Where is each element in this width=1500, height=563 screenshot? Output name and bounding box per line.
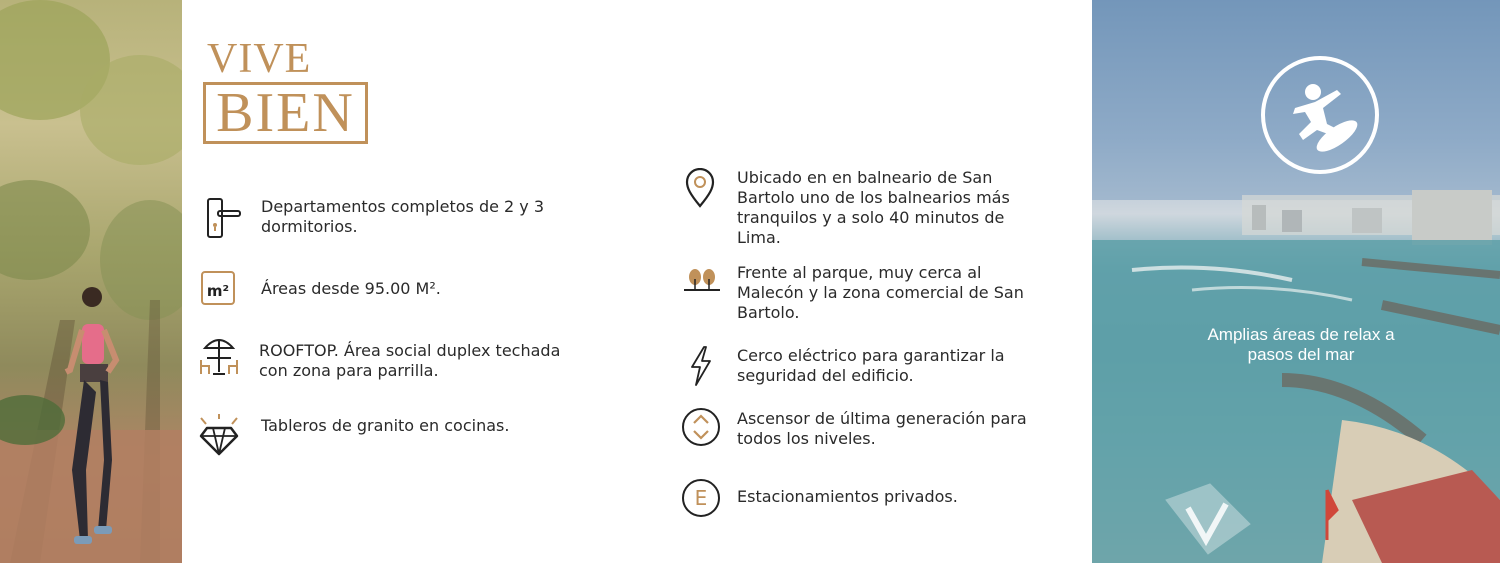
- feature-text: Estacionamientos privados.: [737, 487, 958, 506]
- feature-item-park: [680, 263, 1050, 323]
- park-illustration: [0, 0, 182, 563]
- door-handle-icon: [204, 196, 242, 240]
- logo-line2: BIEN: [216, 82, 355, 144]
- feature-text: Áreas desde 95.00 M².: [261, 279, 441, 298]
- map-pin-icon: [684, 168, 716, 208]
- photo-caption: Amplias áreas de relax a pasos del mar: [1207, 325, 1395, 364]
- feature-text: ROOFTOP. Área social duplex techada con zona para parrilla.: [259, 341, 561, 380]
- surfer-figure: [1265, 60, 1375, 170]
- lightning-icon: [686, 345, 716, 387]
- m2-label: m²: [206, 282, 230, 300]
- feature-text: Frente al parque, muy cerca al Malecón y la zona comercial de San Bartolo.: [737, 263, 1024, 322]
- logo-box: [203, 82, 368, 144]
- vertice-brand-logo: [1160, 478, 1255, 558]
- feature-text: Tableros de granito en cocinas.: [261, 416, 510, 435]
- feature-text: Departamentos completos de 2 y 3 dormitorios.: [261, 197, 545, 236]
- feature-text: Cerco eléctrico para garantizar la seguridad del edificio.: [737, 346, 1005, 385]
- feature-text: Ubicado en en balneario de San Bartolo uno de los balnearios más tranquilos y a solo 40 minutos de Lima.: [737, 168, 1010, 247]
- umbrella-table-icon: [197, 332, 241, 378]
- jogger-park-photo: [0, 0, 182, 563]
- feature-item-elevator: [680, 406, 1050, 449]
- logo-line1: VIVE: [207, 36, 312, 82]
- feature-text: Ascensor de última generación para todos los niveles.: [737, 409, 1027, 448]
- feature-item-electric-fence: [680, 345, 1050, 386]
- feature-item-area: [200, 270, 580, 299]
- feature-item-rooftop: [197, 332, 587, 381]
- m2-area-icon: [201, 271, 235, 305]
- feature-item-granite: [197, 414, 577, 436]
- parking-e-icon: [682, 479, 720, 517]
- feature-item-location: [680, 168, 1050, 248]
- park-trees-icon: [682, 265, 722, 297]
- diamond-icon: [197, 414, 241, 456]
- e-label: E: [694, 486, 708, 510]
- feature-item-apartments: [200, 196, 580, 237]
- elevator-icon: [681, 407, 721, 447]
- vive-bien-logo: [203, 38, 368, 144]
- feature-item-parking: [680, 479, 1050, 510]
- surfer-icon: [1261, 56, 1379, 174]
